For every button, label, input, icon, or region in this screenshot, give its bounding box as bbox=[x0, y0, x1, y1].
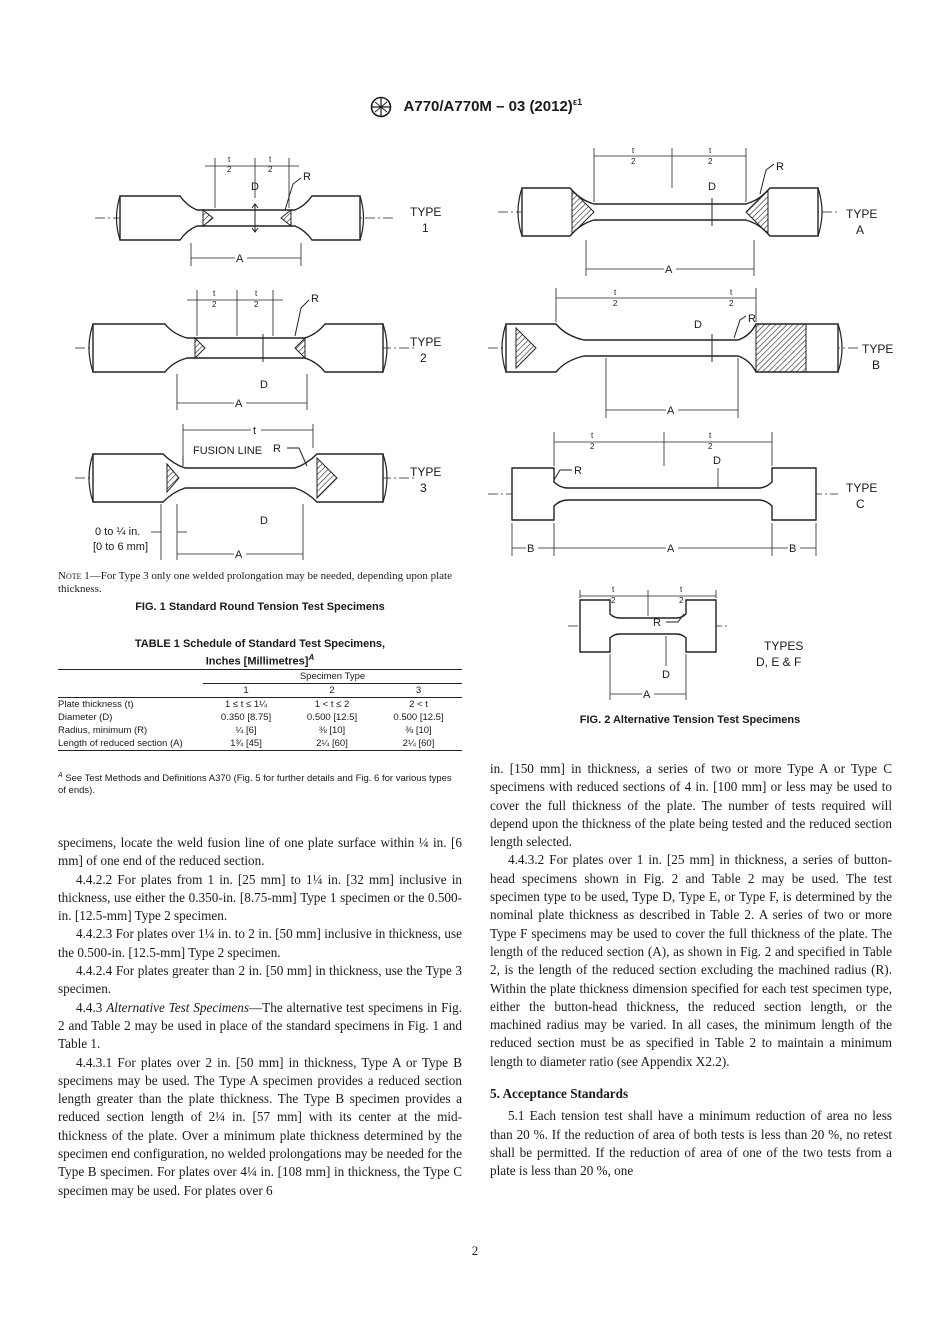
type-C-label: TYPE bbox=[846, 481, 878, 495]
type-2-specimen bbox=[75, 289, 441, 410]
fusion-line-label: FUSION LINE bbox=[193, 445, 263, 457]
table-group-header: Specimen Type bbox=[203, 670, 462, 684]
figure-2-drawing bbox=[488, 148, 898, 708]
figure-1-drawing bbox=[55, 148, 475, 566]
svg-text:t: t bbox=[730, 288, 733, 297]
edition-superscript: ε1 bbox=[572, 96, 583, 107]
type-A-label: TYPE bbox=[846, 207, 878, 221]
svg-text:t: t bbox=[680, 585, 683, 594]
alt-specimens-paragraph: 4.4.3 Alternative Test Specimens—The alternative test specimens in Fig. 2 and Table 2 may be used in place of the standard specimens in Fig. 1 and Table 1. bbox=[58, 999, 463, 1052]
label-R: R bbox=[303, 171, 311, 183]
label-t: t bbox=[253, 425, 257, 437]
figure-1-note: Note 1—For Type 3 only one welded prolongation may be needed, depending upon plate thickness. bbox=[58, 570, 452, 595]
svg-text:t: t bbox=[269, 155, 272, 164]
svg-text:D, E & F: D, E & F bbox=[756, 655, 802, 669]
figure-1-caption: FIG. 1 Standard Round Tension Test Specimens bbox=[135, 601, 385, 613]
table-row: Radius, minimum (R) ¼ [6] ⅜ [10] ⅜ [10] bbox=[58, 725, 432, 736]
table-row: Diameter (D) 0.350 [8.75] 0.500 [12.5] 0.500 [12.5] bbox=[58, 712, 444, 723]
standard-designation: A770/A770M – 03 (2012) bbox=[403, 97, 573, 115]
svg-text:2: 2 bbox=[212, 300, 217, 309]
svg-text:D: D bbox=[713, 455, 721, 467]
svg-text:t: t bbox=[255, 289, 258, 298]
svg-text:2: 2 bbox=[729, 299, 734, 308]
svg-text:R: R bbox=[748, 313, 756, 325]
svg-text:t: t bbox=[213, 289, 216, 298]
svg-text:2: 2 bbox=[611, 596, 616, 605]
type-A-specimen bbox=[498, 148, 877, 276]
svg-text:1: 1 bbox=[422, 221, 429, 235]
svg-text:2: 2 bbox=[631, 157, 636, 166]
type-1-specimen bbox=[95, 155, 441, 266]
svg-text:t: t bbox=[709, 148, 712, 155]
svg-text:3: 3 bbox=[420, 481, 427, 495]
type-1-label: TYPE bbox=[410, 205, 442, 219]
svg-text:A: A bbox=[235, 549, 243, 561]
svg-text:D: D bbox=[694, 319, 702, 331]
table-1 bbox=[58, 669, 462, 751]
svg-text:B: B bbox=[789, 543, 797, 555]
table-row: Length of reduced section (A) 1¾ [45] 2¼ [60] 2¼ [60] bbox=[58, 737, 462, 751]
svg-text:2: 2 bbox=[254, 300, 259, 309]
svg-text:2: 2 bbox=[708, 157, 713, 166]
svg-text:2: 2 bbox=[679, 596, 684, 605]
svg-text:t: t bbox=[614, 288, 617, 297]
svg-text:A: A bbox=[667, 543, 675, 555]
figure-2-caption: FIG. 2 Alternative Tension Test Specimens bbox=[579, 714, 801, 726]
svg-text:A: A bbox=[665, 264, 673, 276]
type-3-label: TYPE bbox=[410, 465, 442, 479]
svg-text:t: t bbox=[612, 585, 615, 594]
svg-text:2: 2 bbox=[268, 165, 273, 174]
svg-text:A: A bbox=[643, 689, 651, 701]
table-header-row: 1 2 3 bbox=[58, 684, 462, 698]
left-column-text: specimens, locate the weld fusion line of one plate surface within ¼ in. [6 mm] of one end of the reduced section. 4.4.2.2 For plates from 1 in. [25 mm] to 1¼ in. [32 mm] inclusive in thickness, use either the 0.350-in. [8.75-mm] Type 1 specimen or the 0.500-in. [12.5-mm] Type 2 specimen. 4.4.2.3 For plates over 1¼ in. to 2 in. [50 mm] inclusive in thickness, use the 0.500-in. [12.5-mm] Type 2 specimen. 4.4.2.4 For plates greater than 2 in. [50 mm] in thickness, use the Type 3 specimen. 4.4.3 Alternative Test Specimens—The alternative test specimens in Fig. 2 and Table 2 may be used in place of the standard specimens in Fig. 1 and Table 1. 4.4.3.1 For plates over 2 in. [50 mm] in thickness, Type A or Type B specimens may be used. The Type A specimen provides a reduced section length greater than the plate thickness. The Type B specimen provides a reduced section length of 2¼ in. [57 mm] with its center at the mid-thickness of the plate. Over a minimum plate thickness determined by the specimen end configuration, no welded prolongations may be needed for the Type B specimen. For plates over 4¼ in. [108 mm] in thickness, the Type C specimen may be used. For plates over 6 bbox=[58, 835, 463, 1198]
offset-label: 0 to ¼ in. bbox=[95, 526, 141, 538]
svg-text:2: 2 bbox=[227, 165, 232, 174]
svg-text:B: B bbox=[527, 543, 535, 555]
page-number: 2 bbox=[471, 1243, 479, 1258]
type-3-specimen bbox=[75, 422, 441, 561]
type-2-label: TYPE bbox=[410, 335, 442, 349]
types-DEF-label: TYPES bbox=[764, 639, 804, 653]
right-column-text: in. [150 mm] in thickness, a series of two or more Type A or Type C specimens with reduced sections of 4 in. [100 mm] or less may be used to cover the full thickness of the plate. The number of tests required will depend upon the thickness of the plate being tested and the reduced section length selected. 4.4.3.2 For plates over 1 in. [25 mm] in thickness, a series of button-head specimens shown in Fig. 2 and Table 2 may be used. The test specimen type to be used, Type D, Type E, or Type F, is determined by the nominal plate thickness as described in Table 2. A series of two or more Type F specimens may be used to cover the full thickness of the plate. The length of the reduced section (A), as shown in Fig. 2 and specified in Table 2, is the length of the reduced section excluding the machined radius (R). Within the plate thickness dimension specified for each test specimen type, either the button-head thickness, the reduced section length, or the machined radius may be varied. In all cases, the minimum length of the reduced section must be as specified in Table 2 to maintain a minimum length to diameter ratio (see Appendix X2.2). 5. Acceptance Standards 5.1 Each tension test shall have a minimum reduction of area no less than 20 %. If the reduction of area of both tests is less than 20 %, no retest shall be permitted. If the reduction of area of one of the two tests from a plate is less than 20 %, one bbox=[490, 761, 892, 1179]
label-D: D bbox=[251, 181, 259, 193]
table-1-caption: TABLE 1 Schedule of Standard Test Specimens, Inches [Millimetres]$^A$ bbox=[134, 638, 386, 668]
svg-text:R: R bbox=[574, 465, 582, 477]
type-DEF-specimen bbox=[568, 585, 803, 701]
svg-text:[0 to 6 mm]: [0 to 6 mm] bbox=[93, 541, 149, 553]
type-B-specimen bbox=[488, 288, 893, 418]
svg-text:D: D bbox=[260, 515, 268, 527]
table-row: Plate thickness (t) 1 ≤ t ≤ 1¼ 1 < t ≤ 2 2 < t bbox=[58, 699, 428, 710]
svg-text:2: 2 bbox=[590, 442, 595, 451]
svg-text:2: 2 bbox=[420, 351, 427, 365]
svg-text:2: 2 bbox=[708, 442, 713, 451]
astm-logo-icon bbox=[368, 96, 394, 118]
svg-text:R: R bbox=[311, 293, 319, 305]
svg-text:2: 2 bbox=[613, 299, 618, 308]
svg-text:R: R bbox=[273, 443, 281, 455]
svg-text:t: t bbox=[632, 148, 635, 155]
t-over-2-label: t bbox=[228, 155, 231, 164]
svg-text:A: A bbox=[235, 398, 243, 410]
section-5-heading: 5. Acceptance Standards bbox=[490, 1086, 629, 1102]
table-1-footnote: $^A$ See Test Methods and Definitions A370 (Fig. 5 for further details and Fig. 6 for various types of ends). bbox=[58, 772, 452, 797]
svg-text:t: t bbox=[709, 431, 712, 440]
label-A: A bbox=[236, 253, 244, 265]
svg-text:D: D bbox=[708, 181, 716, 193]
svg-text:D: D bbox=[260, 379, 268, 391]
svg-text:D: D bbox=[662, 669, 670, 681]
svg-text:R: R bbox=[776, 161, 784, 173]
svg-text:R: R bbox=[653, 617, 661, 629]
svg-text:A: A bbox=[667, 405, 675, 417]
svg-text:B: B bbox=[872, 358, 881, 372]
svg-text:C: C bbox=[856, 497, 865, 511]
type-C-specimen bbox=[488, 431, 877, 556]
document-header bbox=[0, 96, 950, 118]
svg-text:A: A bbox=[856, 223, 865, 237]
svg-text:t: t bbox=[591, 431, 594, 440]
type-B-label: TYPE bbox=[862, 342, 894, 356]
